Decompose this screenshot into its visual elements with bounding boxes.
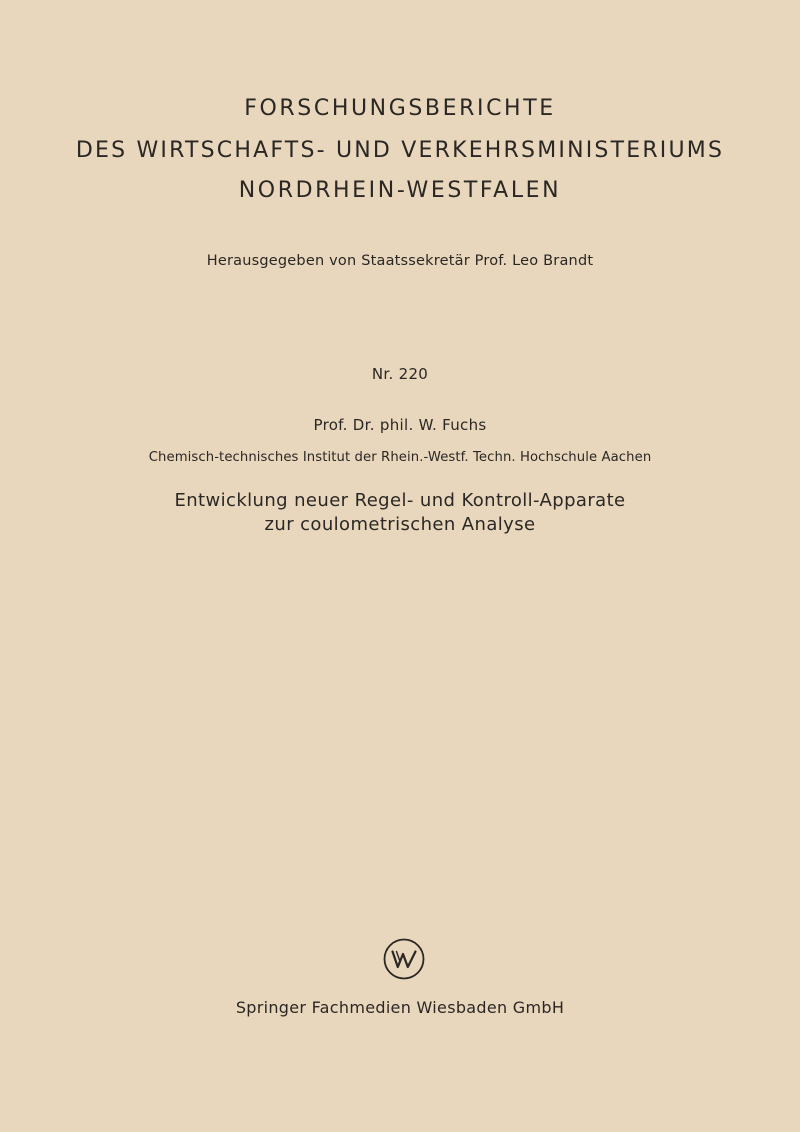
author-name: Prof. Dr. phil. W. Fuchs bbox=[313, 416, 487, 434]
author-institute: Chemisch-technisches Institut der Rhein.-Westf. Techn. Hochschule Aachen bbox=[148, 450, 652, 465]
springer-vw-logo-icon bbox=[383, 938, 425, 980]
report-number: Nr. 220 bbox=[371, 365, 429, 383]
report-title-line-1: Entwicklung neuer Regel- und Kontroll-Apparate bbox=[174, 490, 626, 511]
series-title-line-3: NORDRHEIN-WESTFALEN bbox=[238, 178, 562, 203]
series-title-line-1: FORSCHUNGSBERICHTE bbox=[244, 96, 556, 121]
editor-credit: Herausgegeben von Staatssekretär Prof. Leo Brandt bbox=[206, 253, 594, 269]
report-title-line-2: zur coulometrischen Analyse bbox=[264, 514, 536, 535]
publisher-name: Springer Fachmedien Wiesbaden GmbH bbox=[235, 998, 565, 1017]
series-title-line-2: DES WIRTSCHAFTS- UND VERKEHRSMINISTERIUMS bbox=[75, 138, 725, 163]
